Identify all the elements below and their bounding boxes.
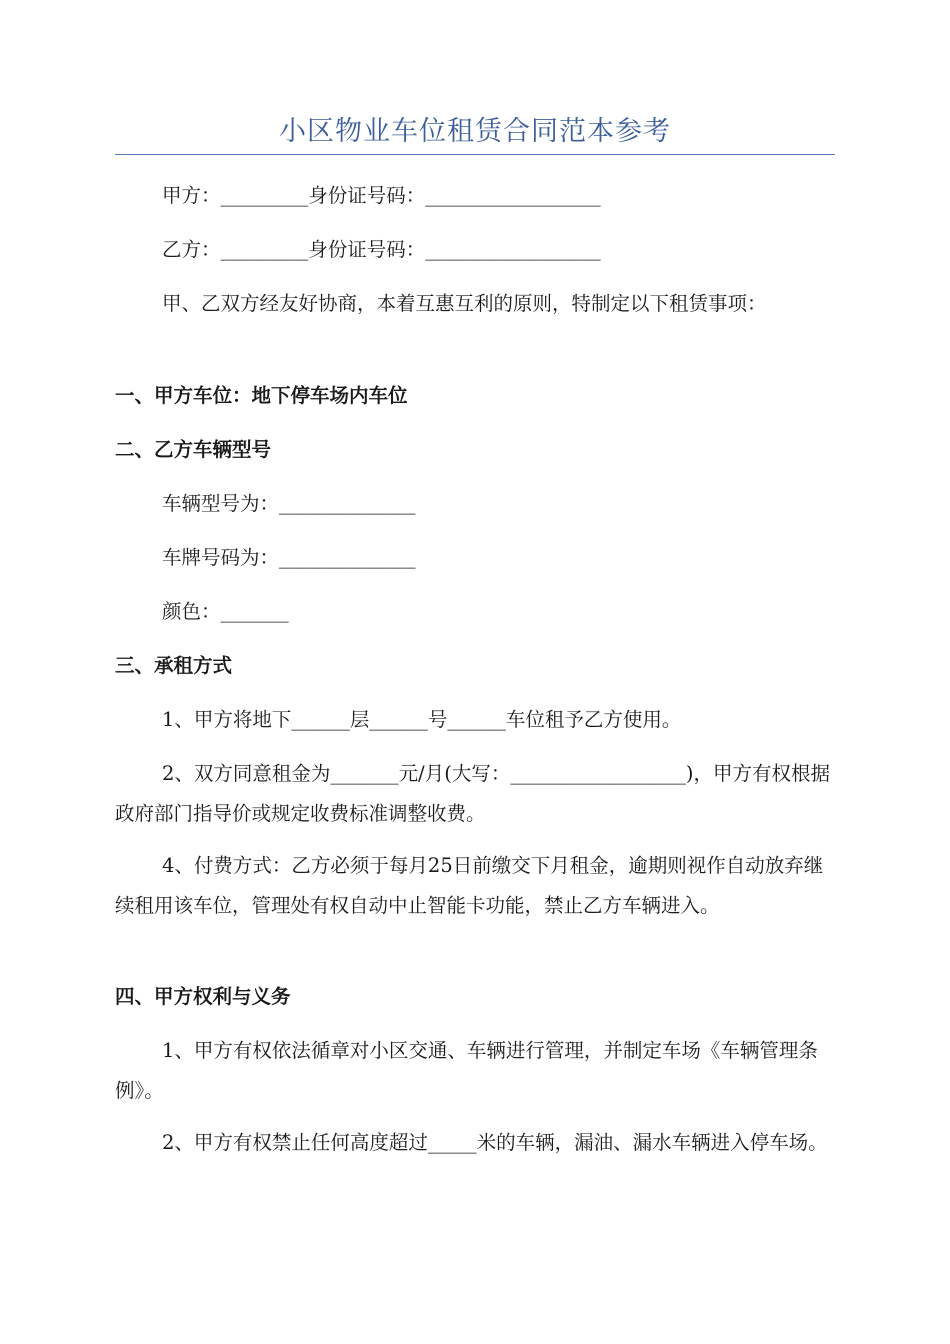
clause-3-2: 2、双方同意租金为_______元/月(大写：__________________)，甲方有权根据政府部门指导价或规定收费标准调整收费。 (115, 762, 830, 825)
section-4-heading: 四、甲方权利与义务 (115, 985, 291, 1008)
section-2-heading: 二、乙方车辆型号 (115, 438, 272, 461)
section-1-heading: 一、甲方车位：地下停车场内车位 (115, 384, 408, 407)
clause-3-4: 4、付费方式：乙方必须于每月25日前缴交下月租金，逾期则视作自动放弃继续租用该车位，管理处有权自动中止智能卡功能，禁止乙方车辆进入。 (115, 854, 824, 917)
party-a-line: 甲方：_________身份证号码：__________________ (162, 184, 601, 207)
plate-number-line: 车牌号码为：______________ (162, 546, 416, 569)
clause-4-2: 2、甲方有权禁止任何高度超过_____米的车辆，漏油、漏水车辆进入停车场。 (162, 1131, 828, 1154)
title-underline (115, 154, 835, 155)
clause-4-1: 1、甲方有权依法循章对小区交通、车辆进行管理，并制定车场《车辆管理条例》。 (115, 1039, 818, 1102)
section-3-heading: 三、承租方式 (115, 654, 233, 677)
clause-3-1: 1、甲方将地下______层______号______车位租予乙方使用。 (162, 708, 682, 731)
vehicle-color-line: 颜色：_______ (162, 600, 289, 623)
party-b-line: 乙方：_________身份证号码：__________________ (162, 238, 601, 261)
document-title: 小区物业车位租赁合同范本参考 (279, 116, 671, 147)
intro-paragraph: 甲、乙双方经友好协商，本着互惠互利的原则，特制定以下租赁事项： (162, 292, 767, 315)
vehicle-model-line: 车辆型号为：______________ (162, 492, 416, 515)
